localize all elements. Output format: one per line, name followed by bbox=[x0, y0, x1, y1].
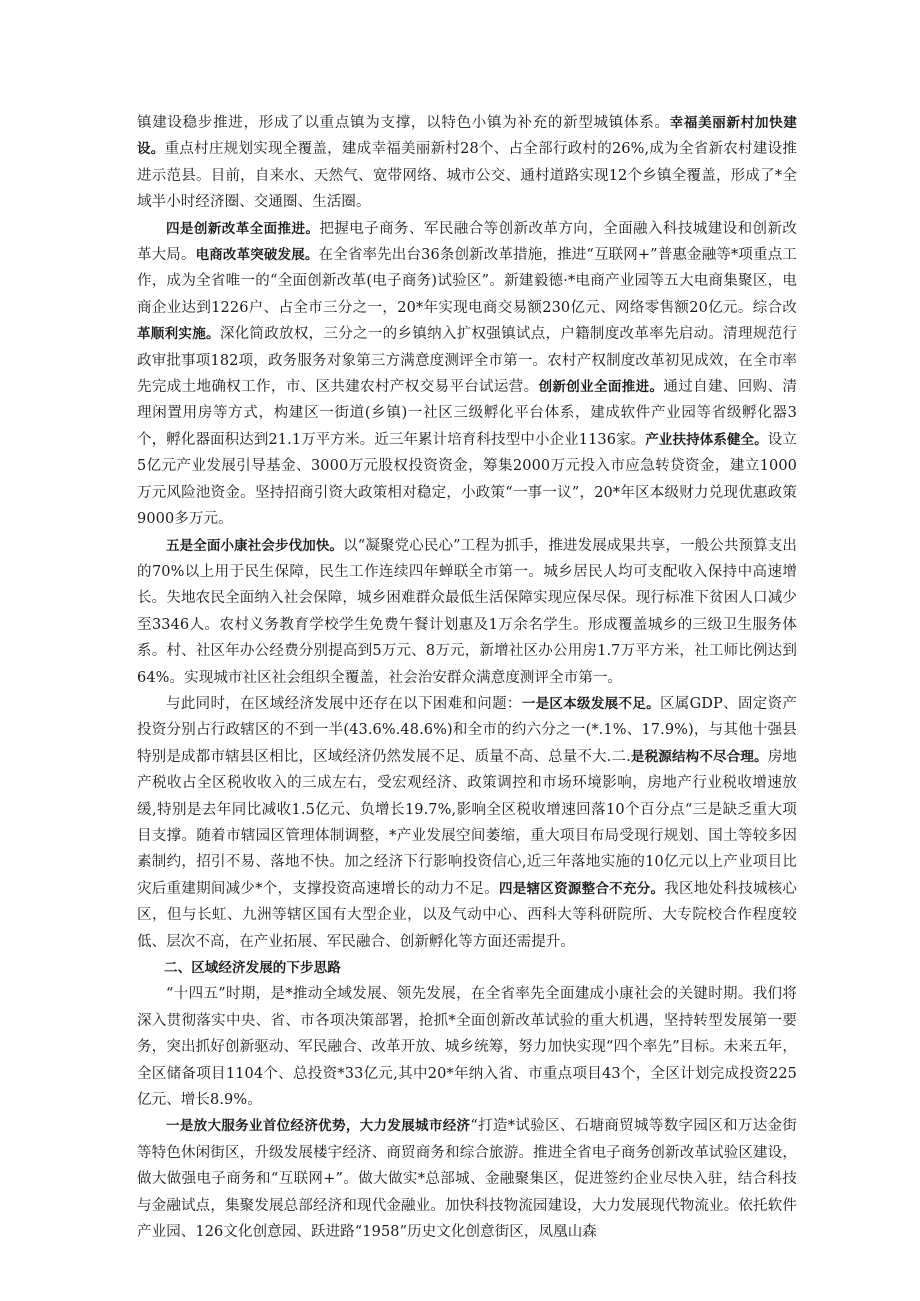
text-run: 在全省率先出台36条创新改革措施，推进“互联网+”普惠金融等*项重点工作，成为全省唯一的“全面创新改革(电子商务)试验区”。新建毅德·*电商产业园等五大电商集聚区，电商企业达到1226户、占全市三分之一，20*年实现电商交易额230亿元、网络零售额20亿元。综合改 bbox=[137, 247, 797, 316]
paragraph bbox=[137, 981, 797, 1113]
text-run: 镇建设稳步推进，形成了以重点镇为支撑，以特色小镇为补充的新型城镇体系。 bbox=[137, 115, 670, 131]
paragraph bbox=[137, 691, 797, 955]
bold-phrase: 四是辖区资源整合不充分。 bbox=[499, 880, 665, 897]
document-page bbox=[137, 110, 797, 1245]
text-run: 以“凝聚党心民心”工程为抓手，推进发展成果共享，一般公共预算支出的70%以上用于民生保障，民生工作连续四年蝉联全市第一。城乡居民人均可支配收入保持中高速增长。失地农民全面纳入社会保障，城乡困难群众最低生活保障实现应保尽保。现行标准下贫困人口减少至3346人。农村义务教育学校学生免费午餐计划惠及1万余名学生。形成覆盖城乡的三级卫生服务体系。村、社区年办公经费分别提高到5万元、8万元，新增社区办公用房1.7万平方米，社工师比例达到64%。实现城市社区社会组织全覆盖，社会治安群众满意度测评全市第一。 bbox=[137, 537, 797, 686]
text-run: “十四五”时期，是*推动全域发展、领先发展，在全省率先全面建成小康社会的关键时期。我们将深入贯彻落实中央、省、市各项决策部署，抢抓*全面创新改革试验的重大机遇，坚持转型发展第一要务，突出抓好创新驱动、军民融合、改革开放、城乡统筹，努力加快实现“四个率先”目标。未来五年，全区储备项目1104个、总投资*33亿元,其中20*年纳入省、市重点项目43个，全区计划完成投资225亿元、增长8.9%。 bbox=[137, 986, 797, 1109]
bold-phrase: 是税源结构不尽合理。 bbox=[630, 748, 768, 765]
body-text-block-continued bbox=[137, 981, 797, 1245]
section-heading: 二、区域经济发展的下步思路 bbox=[164, 960, 341, 976]
text-run: “打造*试验区、石塘商贸城等数字园区和万达金街等特色休闲街区，升级发展楼宇经济、商贸商务和综合旅游。推进全省电子商务创新改革试验区建设，做大做强电子商务和“互联网+”。做大做实*总部城、金融聚集区，促进签约企业尽快入驻，结合科技与金融试点，集聚发展总部经济和现代金融业。加快科技物流园建设，大力发展现代物流业。依托软件产业园、126文化创意园、跃进路“1958”历史文化创意街区，凤凰山森 bbox=[137, 1118, 797, 1241]
bold-phrase: 五是全面小康社会步伐加快。 bbox=[166, 537, 344, 554]
paragraph bbox=[137, 533, 797, 691]
bold-phrase: 创新创业全面推进。 bbox=[538, 379, 664, 396]
bold-phrase: 一是放大服务业首位经济优势，大力发展城市经济 bbox=[166, 1118, 471, 1135]
text-run: 深化简政放权，三分之一的乡镇纳入扩权强镇试点，户籍制度改革率先启动。清理规范行政审批事项182项，政务服务对象第三方满意度测评全市第一。农村产权制度改革初见成效，在全市率先完成土地确权工作，市、区共建农村产权交易平台试运营。 bbox=[137, 326, 797, 396]
bold-phrase: 四是创新改革全面推进。 bbox=[166, 220, 320, 237]
text-run: 区属GDP、固定资产投资分别占行政辖区的不到一半(43.6%.48.6%)和全市的约六分之一(*.1%、17.9%)，与其他十强县特别是成都市辖县区相比，区域经济仍然发展不足、质量不高、总量不大.二. bbox=[137, 695, 798, 765]
text-run: 设立5亿元产业发展引导基金、3000万元股权投资资金，筹集2000万元投入市应急转贷资金，建立1000万元风险池资金。坚持招商引资大政策相对稳定，小政策“一事一议”，20*年区本级财力兑现优惠政策9000多万元。 bbox=[137, 431, 798, 528]
text-run: 我区地处科技城核心区，但与长虹、九洲等辖区国有大型企业，以及气动中心、西科大等科研院所、大专院校合作程度较低、层次不高，在产业拓展、军民融合、创新孵化等方面还需提升。 bbox=[137, 880, 798, 950]
paragraph bbox=[137, 1113, 797, 1245]
bold-phrase: 产业扶持体系健全。 bbox=[645, 431, 768, 448]
paragraph bbox=[137, 216, 797, 533]
body-text-block bbox=[137, 110, 797, 955]
text-run: 与此同时，在区域经济发展中还存在以下困难和问题： bbox=[166, 695, 522, 712]
text-run: 通过自建、回购、清理闲置用房等方式，构建区一街道(乡镇)一社区三级孵化平台体系，建成软件产业园等省级孵化器3个，孵化器面积达到21.1万平方米。近三年累计培育科技型中小企业1136家。 bbox=[137, 379, 798, 448]
text-run: 重点村庄规划实现全覆盖，建成幸福美丽新村28个、占全部行政村的26%,成为全省新农村建设推进示范县。目前，自来水、天然气、宽带网络、城市公交、通村道路实现12个乡镇全覆盖，形成了*全域半小时经济圈、交通圈、生活圈。 bbox=[137, 141, 797, 211]
bold-phrase: 革顺利实施。 bbox=[137, 326, 220, 343]
text-run: 把握电子商务、军民融合等创新改革方向，全面融入科技城建设和创新改革大局。 bbox=[137, 220, 797, 264]
paragraph bbox=[137, 110, 797, 216]
bold-phrase: 一是区本级发展不足。 bbox=[521, 695, 660, 712]
text-run: 房地产税收占全区税收收入的三成左右，受宏观经济、政策调控和市场环境影响，房地产行业税收增速放缓,特别是去年同比减收1.5亿元、负增长19.7%,影响全区税收增速回落10个百分点“三是缺乏重大项目支撑。随着市辖园区管理体制调整，*产业发展空间萎缩，重大项目布局受现行规划、国土等较多因素制约，招引不易、落地不快。加之经济下行影响投资信心,近三年落地实施的10亿元以上产业项目比灾后重建期间减少*个，支撑投资高速增长的动力不足。 bbox=[137, 748, 797, 897]
bold-phrase: 幸福美丽新村加快建设。 bbox=[137, 115, 798, 158]
bold-phrase: 电商改革突破发展。 bbox=[195, 247, 319, 264]
